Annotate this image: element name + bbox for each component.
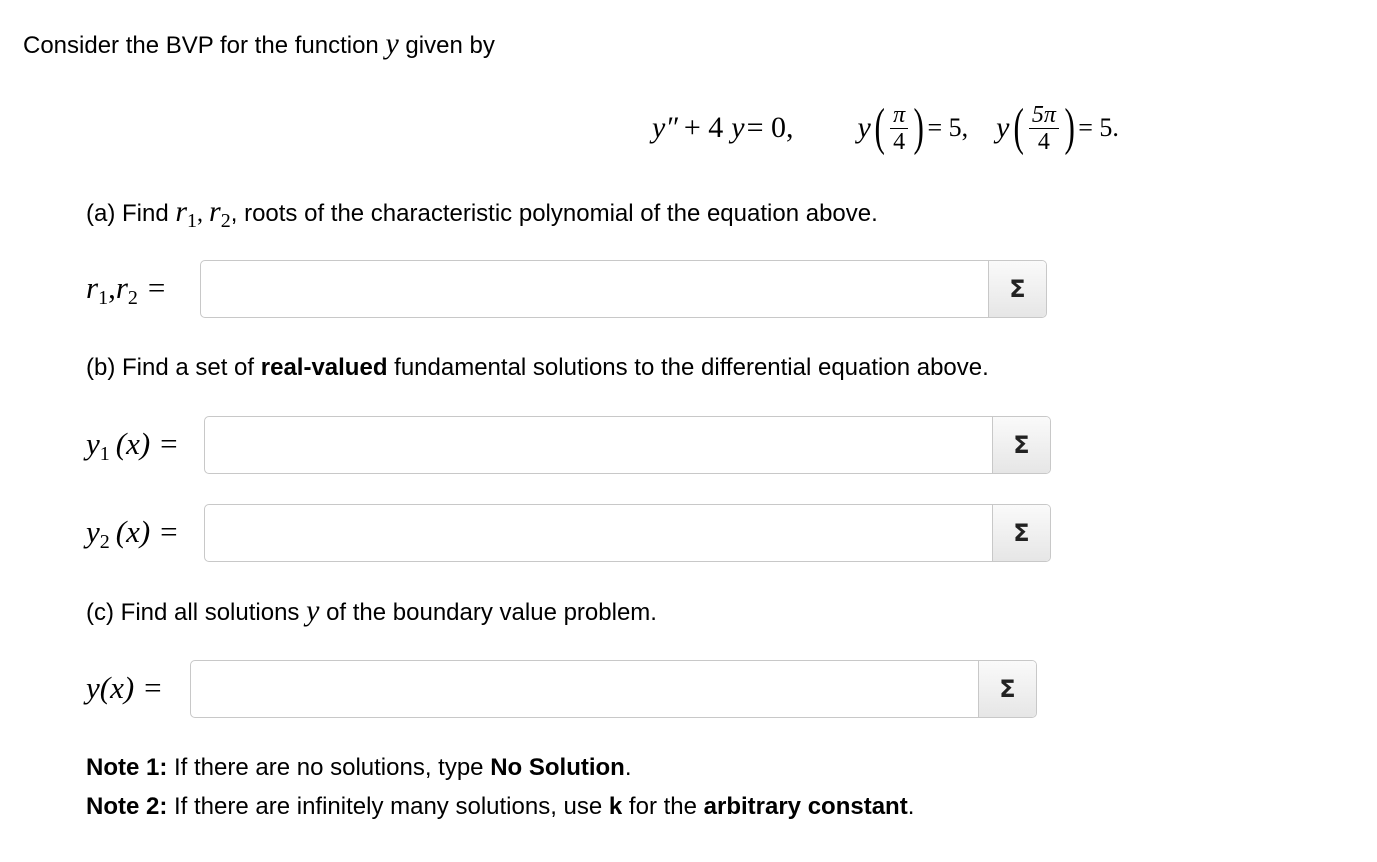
note-1-label: Note 1: — [86, 754, 168, 781]
intro-var: y — [385, 27, 399, 60]
roots-equation-editor-button[interactable] — [988, 261, 1046, 317]
note-2 — [86, 793, 914, 821]
note-2-mid: for the — [622, 793, 704, 820]
sigma-icon: Σ — [1013, 519, 1030, 547]
r1-r2-label — [86, 271, 165, 309]
part-b-bold: real-valued — [260, 354, 388, 381]
bc1-y: y — [857, 111, 871, 144]
bc1-fraction — [890, 103, 908, 154]
y1-label — [86, 427, 178, 465]
label-r1-sub: 1 — [98, 287, 109, 309]
part-c-prompt — [86, 594, 657, 627]
yx-equation-editor-button[interactable] — [978, 661, 1036, 717]
bc1-open-paren: ( — [874, 99, 885, 156]
bc2-denominator: 4 — [1037, 128, 1050, 155]
note-1-end: . — [624, 754, 632, 781]
note-2-label: Note 2: — [86, 793, 168, 820]
y1-sub: 1 — [99, 443, 110, 465]
yx-text: y(x) — [86, 670, 135, 705]
roots-input[interactable] — [201, 261, 988, 317]
part-b-prompt — [86, 354, 989, 382]
part-a-comma: , — [197, 201, 210, 227]
y2-y: y — [86, 514, 100, 549]
label-r2: r — [115, 270, 128, 305]
bc1-close-paren: ) — [913, 99, 925, 156]
label-r1: r — [86, 270, 99, 305]
ode-y: y — [731, 111, 745, 144]
y2-input[interactable] — [205, 505, 992, 561]
intro-before: Consider the BVP for the function — [23, 32, 386, 59]
roots-field — [200, 260, 1047, 318]
part-a-prefix: (a) Find — [86, 200, 176, 227]
note-2-end: . — [907, 793, 915, 820]
yx-equals: = — [144, 670, 162, 705]
bc1-numerator: π — [890, 103, 908, 129]
y1-y: y — [86, 426, 100, 461]
bc2-y: y — [996, 111, 1010, 144]
part-a-sub2: 2 — [220, 210, 231, 232]
note-1 — [86, 754, 632, 782]
y2-sub: 2 — [99, 531, 110, 553]
label-r2-sub: 2 — [127, 287, 138, 309]
bc2-numerator: 5π — [1029, 103, 1059, 129]
part-a-sub1: 1 — [187, 210, 198, 232]
ode-rhs: = 0, — [746, 111, 794, 144]
yx-input[interactable] — [191, 661, 978, 717]
bc2-rhs: = 5. — [1078, 113, 1119, 142]
y2-field — [204, 504, 1051, 562]
y1-arg: (x) — [115, 426, 151, 461]
sigma-icon: Σ — [1013, 431, 1030, 459]
part-b-prefix: (b) Find a set of — [86, 354, 261, 381]
sigma-icon: Σ — [1009, 275, 1026, 303]
part-a-r1: r — [175, 195, 188, 228]
part-c-suffix: of the boundary value problem. — [319, 599, 657, 626]
bvp-equation — [652, 93, 1119, 163]
y2-label — [86, 515, 178, 553]
bc2-fraction — [1029, 103, 1059, 154]
part-a-prompt — [86, 195, 878, 232]
intro-text — [23, 27, 495, 60]
ode-lhs: y″ — [652, 111, 678, 144]
note-1-text: If there are no solutions, type — [167, 754, 491, 781]
ode-mid: + 4 — [683, 111, 724, 144]
bc1-denominator: 4 — [893, 128, 906, 155]
note-2-k: k — [608, 793, 623, 820]
note-2-keyword: arbitrary constant — [703, 793, 908, 820]
y1-equation-editor-button[interactable] — [992, 417, 1050, 473]
bc2-open-paren: ( — [1012, 99, 1024, 156]
note-1-keyword: No Solution — [490, 754, 625, 781]
yx-field — [190, 660, 1037, 718]
sigma-icon: Σ — [999, 675, 1016, 703]
y2-arg: (x) — [115, 514, 151, 549]
intro-after: given by — [398, 32, 495, 59]
bc2-close-paren: ) — [1064, 99, 1075, 156]
y1-input[interactable] — [205, 417, 992, 473]
y2-equation-editor-button[interactable] — [992, 505, 1050, 561]
bc1-rhs: = 5, — [927, 113, 969, 142]
part-b-suffix: fundamental solutions to the differential equation above. — [387, 354, 989, 381]
y1-equals: = — [160, 426, 178, 461]
label-equals: = — [147, 270, 166, 305]
part-a-suffix: , roots of the characteristic polynomial of the equation above. — [230, 200, 878, 227]
part-c-prefix: (c) Find all solutions — [86, 599, 307, 626]
label-comma: , — [108, 270, 116, 305]
y1-field — [204, 416, 1051, 474]
note-2-text: If there are infinitely many solutions, use — [167, 793, 609, 820]
yx-label — [86, 671, 162, 705]
part-a-r2: r — [209, 195, 221, 228]
y2-equals: = — [160, 514, 178, 549]
part-c-var: y — [306, 594, 320, 627]
